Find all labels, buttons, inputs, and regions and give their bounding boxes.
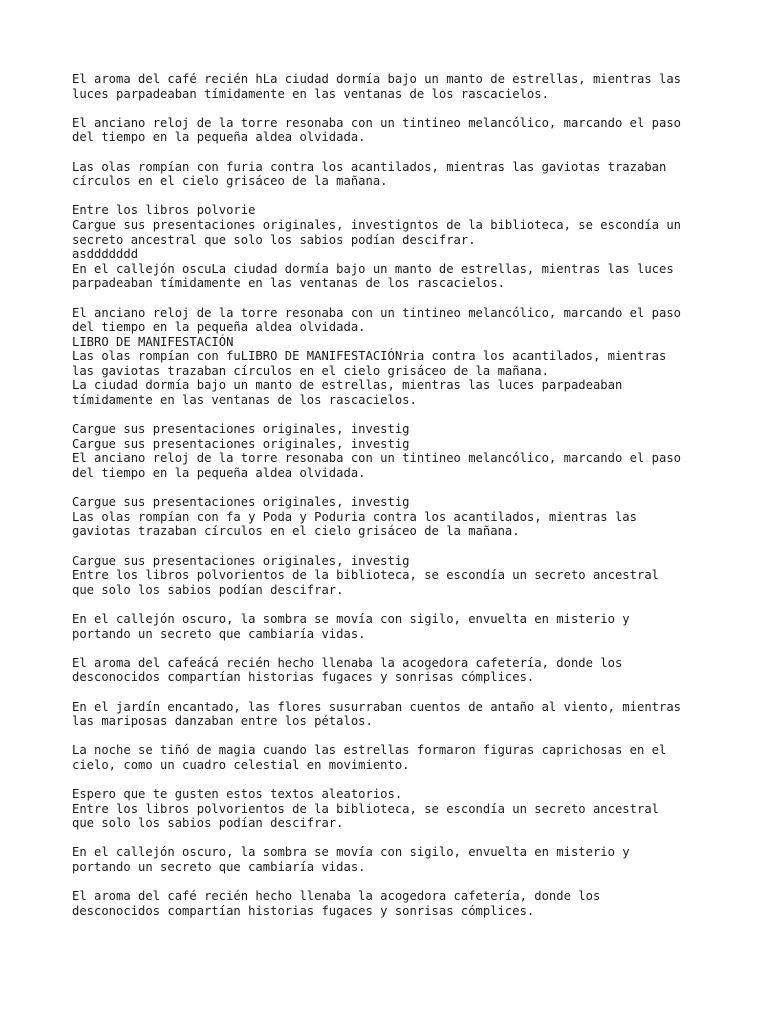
text-line: El anciano reloj de la torre resonaba con un tintineo melancólico, marcando el paso xyxy=(72,451,682,466)
text-line: Las olas rompían con fa y Poda y Poduria contra los acantilados, mientras las xyxy=(72,509,637,524)
text-line: En el callejón oscuro, la sombra se movía con sigilo, envuelta en misterio y xyxy=(72,611,630,626)
document-page xyxy=(72,72,712,933)
text-line: La noche se tiñó de magia cuando las estrellas formaron figuras caprichosas en el xyxy=(72,743,667,758)
text-line: En el callejón oscuro, la sombra se movía con sigilo, envuelta en misterio y xyxy=(72,845,630,860)
text-line: El anciano reloj de la torre resonaba con un tintineo melancólico, marcando el paso xyxy=(72,115,682,130)
text-line: Cargue sus presentaciones originales, investig xyxy=(72,422,410,437)
text-line: portando un secreto que cambiaría vidas. xyxy=(72,860,366,875)
paragraph xyxy=(72,203,712,291)
paragraph xyxy=(72,495,712,539)
text-line: Entre los libros polvorientos de la biblioteca, se escondía un secreto ancestral xyxy=(72,568,659,583)
text-line: tímidamente en las ventanas de los rascacielos. xyxy=(72,393,417,408)
paragraph xyxy=(72,787,712,831)
paragraph xyxy=(72,422,712,480)
text-line: del tiempo en la pequeña aldea olvidada. xyxy=(72,130,366,145)
paragraph xyxy=(72,700,712,729)
text-line: gaviotas trazaban círculos en el cielo grisáceo de la mañana. xyxy=(72,524,520,539)
text-line: asddddddd xyxy=(72,247,139,262)
text-line: Las olas rompían con fuLIBRO DE MANIFESTACIÓNria contra los acantilados, mientras xyxy=(72,349,667,364)
text-line: que solo los sabios podían descifrar. xyxy=(72,582,344,597)
paragraph xyxy=(72,306,712,408)
paragraph xyxy=(72,845,712,874)
text-line: El aroma del café recién hecho llenaba la acogedora cafetería, donde los xyxy=(72,889,601,904)
text-line: círculos en el cielo grisáceo de la mañana. xyxy=(72,174,388,189)
text-line: del tiempo en la pequeña aldea olvidada. xyxy=(72,466,366,481)
text-line: Las olas rompían con furia contra los acantilados, mientras las gaviotas trazaban xyxy=(72,159,667,174)
text-line: desconocidos compartían historias fugaces y sonrisas cómplices. xyxy=(72,903,535,918)
text-line: que solo los sabios podían descifrar. xyxy=(72,816,344,831)
text-line: Cargue sus presentaciones originales, investigntos de la biblioteca, se escondía un xyxy=(72,217,682,232)
text-line: El anciano reloj de la torre resonaba con un tintineo melancólico, marcando el paso xyxy=(72,305,682,320)
text-line: secreto ancestral que solo los sabios podían descifrar. xyxy=(72,232,476,247)
text-line: luces parpadeaban tímidamente en las ventanas de los rascacielos. xyxy=(72,86,549,101)
text-line: portando un secreto que cambiaría vidas. xyxy=(72,626,366,641)
text-line: Espero que te gusten estos textos aleatorios. xyxy=(72,787,403,802)
text-line: El aroma del café recién hLa ciudad dormía bajo un manto de estrellas, mientras las xyxy=(72,72,682,86)
text-line: desconocidos compartían historias fugaces y sonrisas cómplices. xyxy=(72,670,535,685)
paragraph xyxy=(72,554,712,598)
text-line: La ciudad dormía bajo un manto de estrellas, mientras las luces parpadeaban xyxy=(72,378,623,393)
text-line: cielo, como un cuadro celestial en movimiento. xyxy=(72,757,410,772)
heading-line: LIBRO DE MANIFESTACIÓN xyxy=(72,334,234,349)
text-line: Cargue sus presentaciones originales, investig xyxy=(72,553,410,568)
text-line: Cargue sus presentaciones originales, investig xyxy=(72,436,410,451)
paragraph xyxy=(72,116,712,145)
text-line: En el callejón oscuLa ciudad dormía bajo un manto de estrellas, mientras las luces xyxy=(72,261,674,276)
paragraph xyxy=(72,743,712,772)
text-line: las mariposas danzaban entre los pétalos. xyxy=(72,714,373,729)
paragraph xyxy=(72,656,712,685)
paragraph xyxy=(72,889,712,918)
text-line: En el jardín encantado, las flores susurraban cuentos de antaño al viento, mientras xyxy=(72,699,682,714)
text-line: Entre los libros polvorientos de la biblioteca, se escondía un secreto ancestral xyxy=(72,801,659,816)
text-line: las gaviotas trazaban círculos en el cielo grisáceo de la mañana. xyxy=(72,363,549,378)
paragraph xyxy=(72,72,712,101)
text-line: Cargue sus presentaciones originales, investig xyxy=(72,495,410,510)
text-line: El aroma del cafeácá recién hecho llenaba la acogedora cafetería, donde los xyxy=(72,655,623,670)
text-line: parpadeaban tímidamente en las ventanas de los rascacielos. xyxy=(72,276,505,291)
text-line: del tiempo en la pequeña aldea olvidada. xyxy=(72,320,366,335)
paragraph xyxy=(72,160,712,189)
text-line: Entre los libros polvorie xyxy=(72,203,256,218)
paragraph xyxy=(72,612,712,641)
